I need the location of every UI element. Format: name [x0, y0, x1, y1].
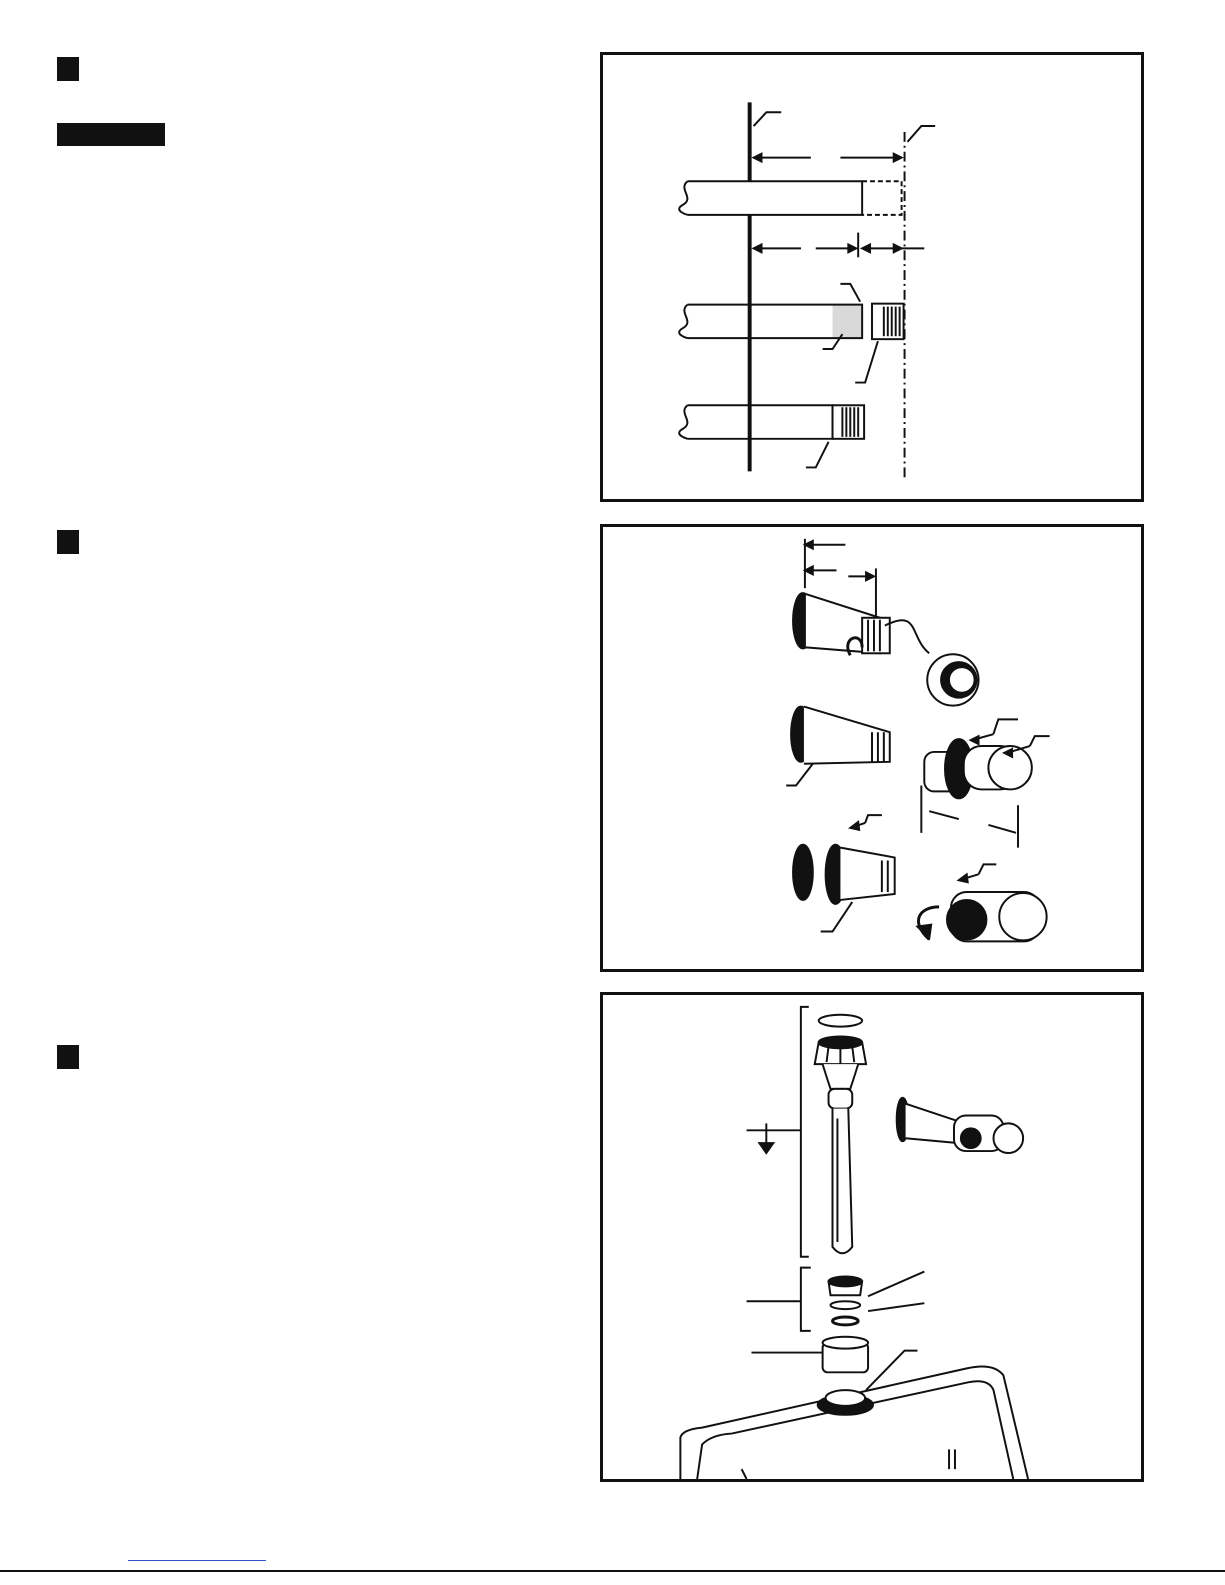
figure-supply-connection — [600, 524, 1144, 972]
figure-pipe-cut — [600, 52, 1144, 502]
supply-connection-diagram — [603, 527, 1141, 969]
footer-link-underline[interactable] — [128, 1560, 266, 1561]
pipe-cut-diagram — [603, 55, 1141, 499]
flush-tube-diagram — [603, 995, 1141, 1479]
step-marker-2 — [57, 530, 79, 554]
footer-rule — [0, 1570, 1225, 1572]
caution-label — [57, 123, 165, 146]
step-marker-3 — [57, 1045, 79, 1069]
step-marker-1 — [57, 57, 79, 81]
figure-flush-tube-install — [600, 992, 1144, 1482]
